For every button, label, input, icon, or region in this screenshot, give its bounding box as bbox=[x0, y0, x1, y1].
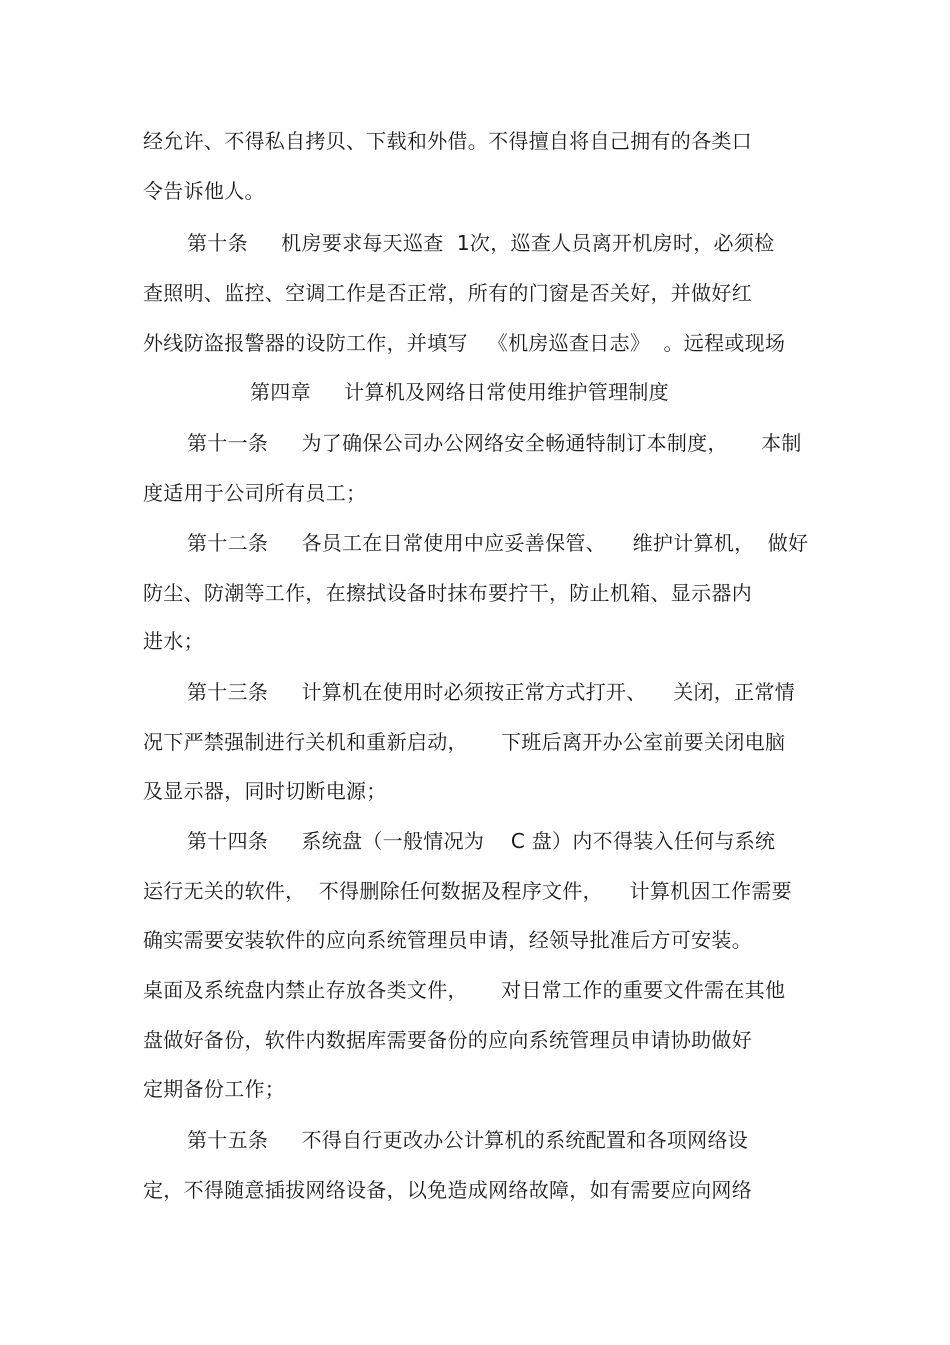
body-text-line: 定期备份工作； bbox=[143, 1077, 286, 1101]
article-14-line: 第十四条 系统盘（一般情况为 C 盘）内不得装入任何与系统 bbox=[187, 829, 776, 853]
body-text-line: 况下严禁强制进行关机和重新启动， 下班后离开办公室前要关闭电脑 bbox=[143, 730, 786, 754]
body-text-line: 查照明、监控、空调工作是否正常，所有的门窗是否关好，并做好红 bbox=[143, 281, 752, 305]
body-text-line: 运行无关的软件， 不得删除任何数据及程序文件， 计算机因工作需要 bbox=[143, 879, 792, 903]
article-13-line: 第十三条 计算机在使用时必须按正常方式打开、 关闭，正常情 bbox=[187, 680, 796, 704]
chapter-heading: 第四章 计算机及网络日常使用维护管理制度 bbox=[250, 380, 669, 404]
body-text-line: 防尘、防潮等工作，在擦拭设备时抹布要拧干，防止机箱、显示器内 bbox=[143, 581, 752, 605]
article-11-line: 第十一条 为了确保公司办公网络安全畅通特制订本制度， 本制 bbox=[187, 431, 802, 455]
body-text-line: 盘做好备份，软件内数据库需要备份的应向系统管理员申请协助做好 bbox=[143, 1028, 752, 1052]
body-text-line: 及显示器，同时切断电源； bbox=[143, 779, 387, 803]
article-10-line: 第十条 机房要求每天巡查 1次，巡查人员离开机房时，必须检 bbox=[187, 231, 775, 255]
body-text-line: 确实需要安装软件的应向系统管理员申请，经领导批准后方可安装。 bbox=[143, 928, 752, 952]
body-text-line: 定，不得随意插拔网络设备，以免造成网络故障，如有需要应向网络 bbox=[143, 1178, 752, 1202]
body-text-line: 桌面及系统盘内禁止存放各类文件， 对日常工作的重要文件需在其他 bbox=[143, 978, 786, 1002]
article-15-line: 第十五条 不得自行更改办公计算机的系统配置和各项网络设 bbox=[187, 1128, 749, 1152]
body-text-line: 经允许、不得私自拷贝、下载和外借。不得擅自将自己拥有的各类口 bbox=[143, 129, 752, 153]
body-text-line: 外线防盗报警器的设防工作，并填写 《机房巡查日志》 。远程或现场 bbox=[143, 331, 786, 355]
body-text-line: 令告诉他人。 bbox=[143, 179, 265, 203]
body-text-line: 度适用于公司所有员工； bbox=[143, 481, 367, 505]
article-12-line: 第十二条 各员工在日常使用中应妥善保管、 维护计算机， 做好 bbox=[187, 531, 809, 555]
body-text-line: 进水； bbox=[143, 629, 204, 653]
